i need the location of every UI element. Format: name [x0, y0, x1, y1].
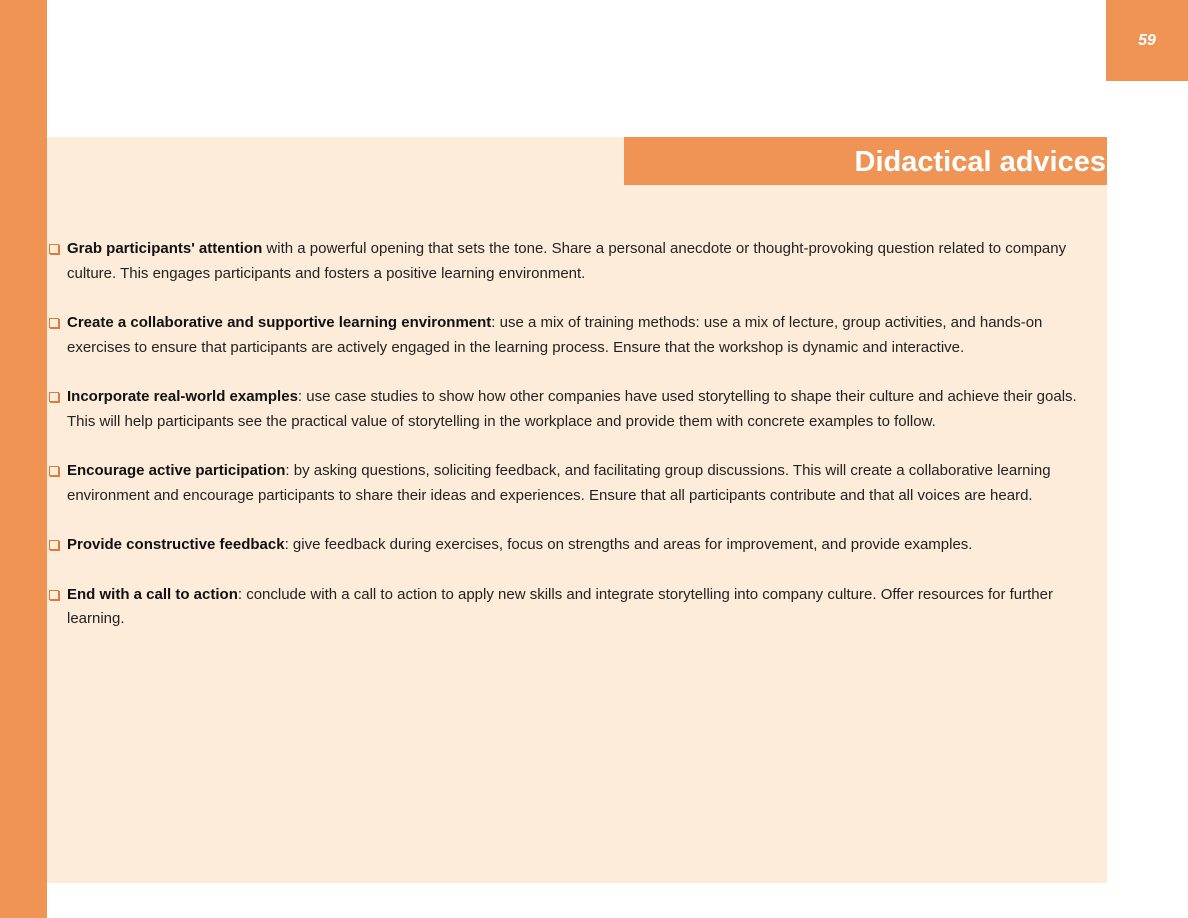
advice-item [47, 311, 1107, 360]
page-title: Didactical advices [854, 146, 1106, 178]
checkbox-bullet-icon [49, 244, 59, 254]
advice-text: : give feedback during exercises, focus on strengths and areas for improvement, and provide examples. [284, 536, 973, 553]
page-number: 59 [1138, 32, 1156, 49]
advice-item [47, 237, 1107, 286]
advice-item [47, 385, 1107, 434]
content-panel [47, 137, 1107, 883]
advice-text: : by asking questions, soliciting feedback, and facilitating group discussions. This will create a collaborative learning environment and encourage participants to share their ideas and experiences. Ensure that all participants contribute and that all voices are heard. [67, 462, 1051, 504]
advice-text: : use case studies to show how other companies have used storytelling to shape their culture and achieve their goals. This will help participants see the practical value of storytelling in the workplace and provide them with concrete examples to follow. [67, 388, 1077, 430]
advice-term: Provide constructive feedback [67, 536, 285, 553]
advice-text: with a powerful opening that sets the tone. Share a personal anecdote or thought-provoking question related to company culture. This engages participants and fosters a positive learning environment. [67, 240, 1067, 282]
advice-term: Create a collaborative and supportive learning environment [67, 314, 492, 331]
advice-term: Encourage active participation [67, 462, 286, 479]
advice-term: Incorporate real-world examples [67, 388, 298, 405]
checkbox-bullet-icon [49, 540, 59, 550]
checkbox-bullet-icon [49, 318, 59, 328]
advice-term: End with a call to action [67, 585, 238, 603]
checkbox-bullet-icon [49, 466, 59, 476]
checkbox-bullet-icon [49, 590, 59, 600]
advice-text: : conclude with a call to action to apply new skills and integrate storytelling into company culture. Offer resources for further learning. [67, 585, 1053, 627]
advice-item [47, 533, 1107, 558]
advice-list [47, 237, 1107, 657]
title-bar [624, 137, 1107, 185]
checkbox-bullet-icon [49, 392, 59, 402]
advice-item [47, 459, 1107, 508]
left-accent-bar [0, 0, 47, 918]
advice-term: Grab participants' attention [67, 240, 263, 257]
page-number-box [1106, 0, 1188, 81]
advice-item [47, 583, 1107, 632]
advice-text: : use a mix of training methods: use a mix of lecture, group activities, and hands-on exercises to ensure that participants are actively engaged in the learning process. Ensure that the workshop is dynamic and interactive. [67, 314, 1043, 356]
